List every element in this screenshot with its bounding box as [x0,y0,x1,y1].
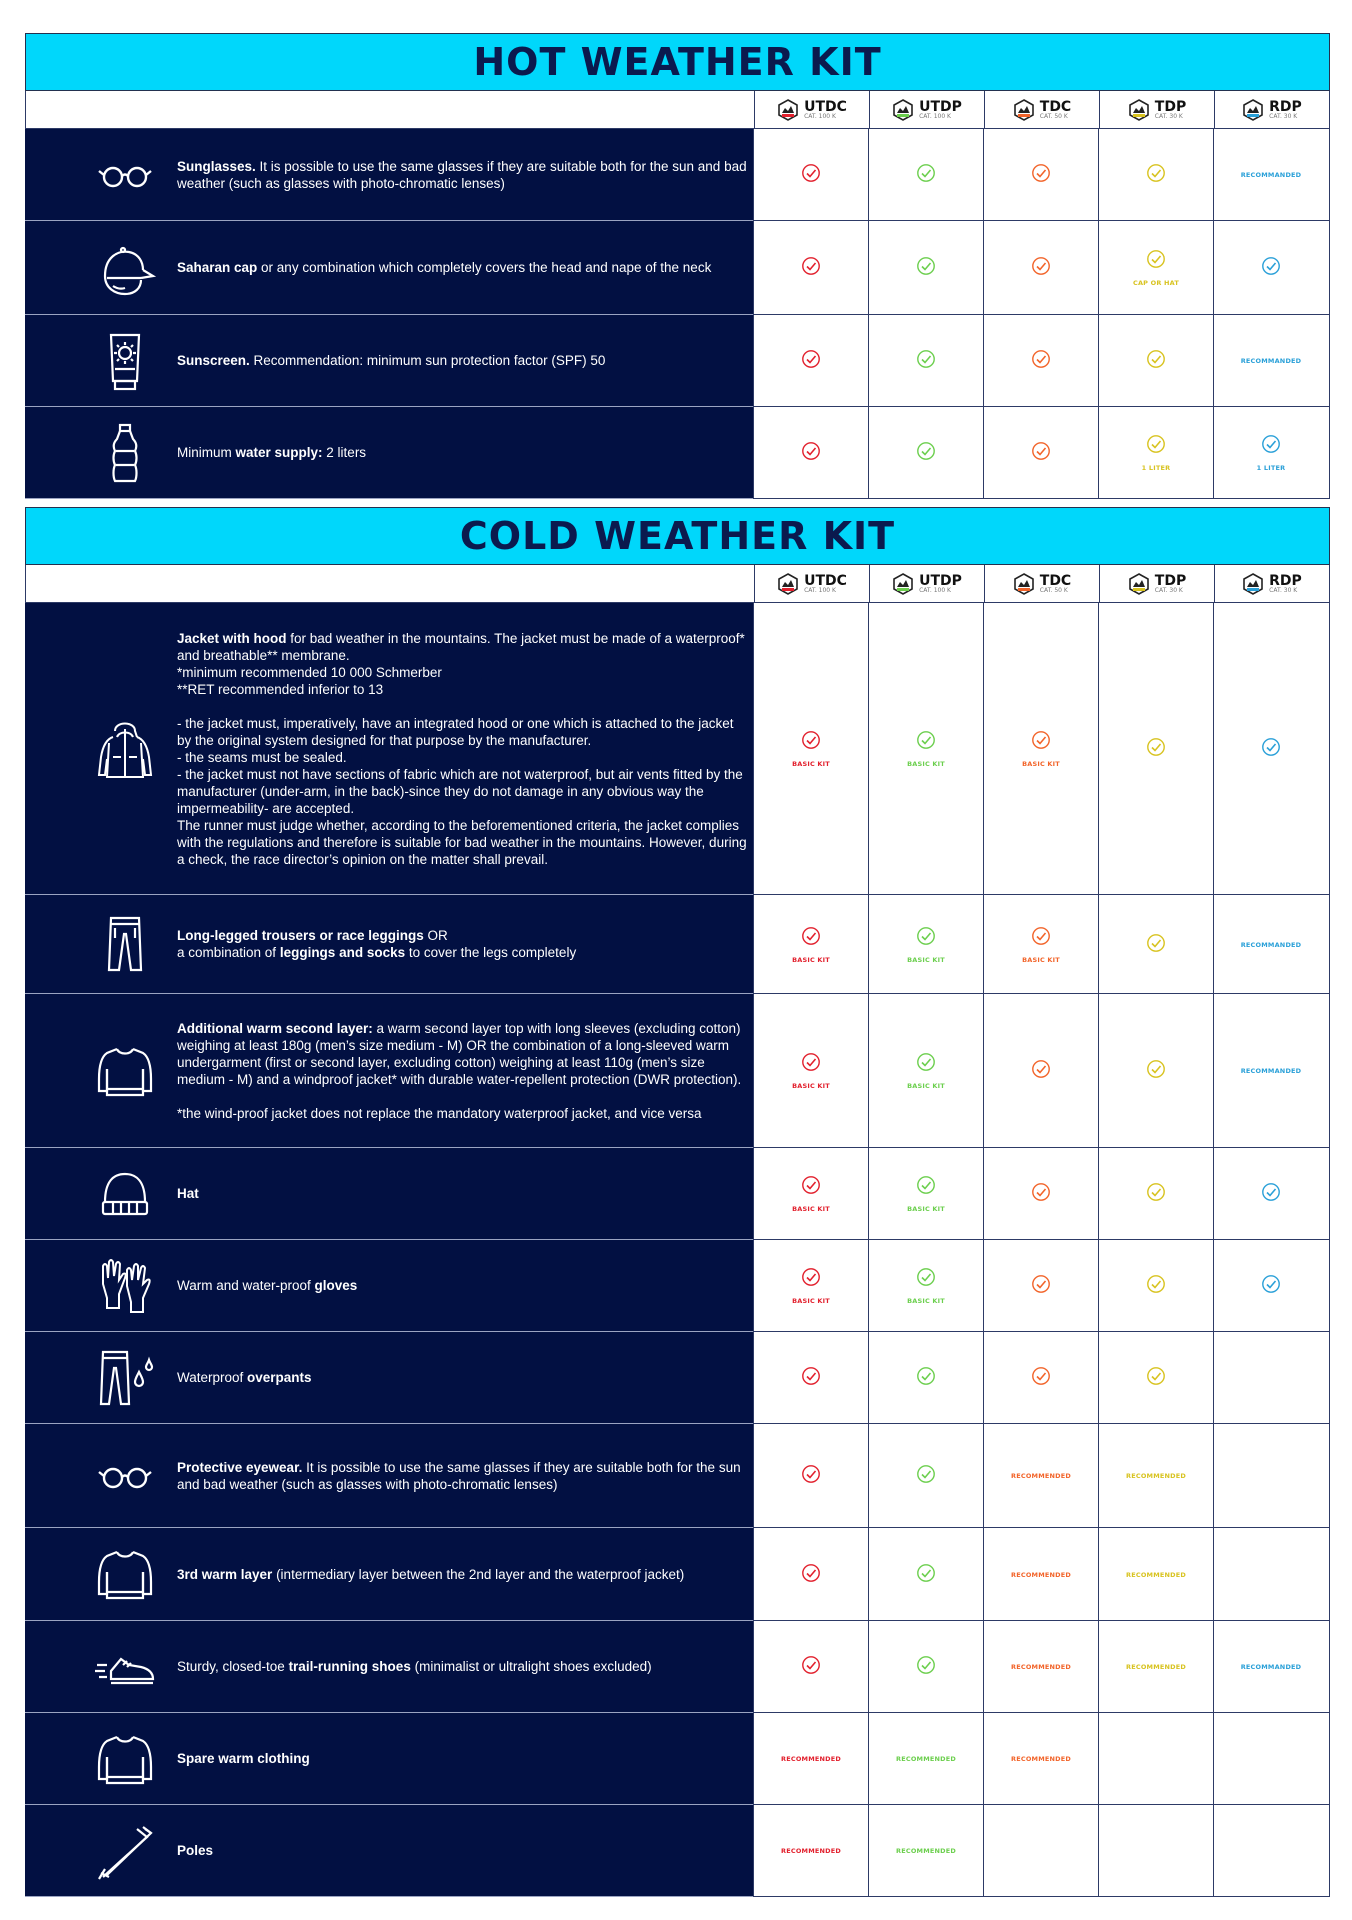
requirement-cell-tdc [983,1621,1098,1713]
check-icon [801,1052,821,1076]
kit-row [25,603,1330,895]
requirement-note: BASIC KIT [792,760,830,768]
requirement-cell-utdc [753,1332,868,1424]
kit-item-description: Additional warm second layer: a warm second layer top with long sleeves (excluding cotton) weighing at least 180g (men’s size medium - M) OR the combination of a long-sleeved warm undergarment (first or second layer, excluding cotton) weighing at least 110g (men’s size medium - M) and a windproof jacket* with durable water-repellent protection (DWR protection). *the wind-proof jacket does not replace the mandatory waterproof jacket, and vice versa [177,1020,742,1121]
requirement-cell-tdc [983,1332,1098,1424]
race-category: CAT. 30 K [1154,586,1183,594]
requirement-cell-tdc [983,1805,1098,1897]
race-name: TDP [1154,98,1187,115]
recommended-label: RECOMMENDED [1011,1755,1071,1763]
requirement-note: BASIC KIT [907,1082,945,1090]
race-header-tdc [984,565,1099,602]
check-icon [1031,1182,1051,1206]
race-name: UTDC [804,572,847,589]
requirement-cell-tdp [1098,994,1213,1148]
requirement-cell-rdp [1213,407,1328,499]
check-icon [1031,1274,1051,1298]
check-icon [1146,434,1166,458]
race-header-rdp [1214,91,1329,128]
requirement-cell-utdc [753,315,868,407]
requirement-note: BASIC KIT [907,760,945,768]
check-icon [916,1655,936,1679]
requirement-cell-utdp [868,1805,983,1897]
requirement-note: BASIC KIT [907,955,945,964]
kit-row [25,1621,1330,1713]
check-icon [1146,1274,1166,1298]
requirement-cell-utdp [868,1424,983,1528]
race-category: CAT. 100 K [804,586,836,594]
requirement-cell-utdp [868,1621,983,1713]
requirement-cell-utdc [753,1621,868,1713]
requirement-cell-utdp [868,221,983,315]
check-icon [916,1464,936,1488]
requirement-cell-tdc [983,221,1098,315]
race-category: CAT. 100 K [919,112,951,120]
recommended-label: RECOMMANDED [1240,171,1302,179]
requirement-note: BASIC KIT [907,1297,945,1305]
requirement-cell-rdp [1213,1424,1328,1528]
kit-item-description: Jacket with hood for bad weather in the mountains. The jacket must be made of a waterproof* and breathable** membrane. *minimum recommended 10 000 Schmerber **RET recommended inferior to 13 - the jacket must, imperatively, have an integrated hood or one which is attached to the jacket by the original system designed for that purpose by the manufacturer. - the seams must be sealed. - the jacket must not have sections of fabric which are not waterproof, but air vents fitted by the manufacturer (under-arm, in the back)-since they do not damage in any obvious way the impermeability- are accepted. The runner must judge whether, according to the beforementioned criteria, the jacket complies with the regulations and therefore is suitable for bad weather in the mountains. However, during a check, the race director’s opinion on the matter shall prevail. [177,630,747,867]
race-header-utdc [754,91,869,128]
check-icon [1031,256,1051,280]
race-category: CAT. 30 K [1154,112,1183,120]
kit-item-description: Poles [177,1843,214,1858]
check-icon [916,163,936,187]
race-logo-icon [1013,573,1035,595]
recommended-label: RECOMMANDED [1240,1067,1302,1075]
kit-item-description: Protective eyewear. It is possible to use the same glasses if they are suitable both for the sun and bad weather (such as glasses with photo-chromatic lenses) [177,1459,741,1492]
requirement-cell-tdp [1098,315,1213,407]
requirement-cell-rdp [1213,1713,1328,1805]
check-icon [1031,349,1051,373]
requirement-cell-utdp [868,1332,983,1424]
requirement-cell-tdp [1098,1424,1213,1528]
requirement-cell-tdp [1098,1332,1213,1424]
requirement-cell-rdp [1213,1621,1328,1713]
check-icon [916,1175,936,1199]
race-category: CAT. 30 K [1269,586,1298,594]
check-icon [1261,1182,1281,1206]
race-name: TDC [1039,98,1072,115]
requirement-cell-tdp [1098,129,1213,221]
requirement-cell-tdp [1098,603,1213,895]
race-logo-icon [1242,573,1264,595]
requirement-cell-utdc [753,221,868,315]
race-logo-icon [777,573,799,595]
requirement-cell-tdc [983,603,1098,895]
recommended-label: RECOMMENDED [1011,1570,1071,1579]
requirement-cell-tdp [1098,895,1213,994]
requirement-cell-rdp [1213,221,1328,315]
kit-row [25,1713,1330,1805]
recommended-label: RECOMMANDED [1240,1663,1302,1671]
race-header-utdp [869,91,984,128]
race-category: CAT. 30 K [1269,112,1298,120]
requirement-note: BASIC KIT [1022,955,1060,964]
check-icon [916,1563,936,1587]
recommended-label: RECOMMENDED [1126,1472,1186,1480]
check-icon [1146,933,1166,957]
race-category: CAT. 100 K [919,586,951,594]
kit-row [25,407,1330,499]
check-icon [1146,163,1166,187]
cold-kit-title: COLD WEATHER KIT [25,507,1330,565]
check-icon [916,926,936,950]
requirement-note: BASIC KIT [792,1205,830,1213]
kit-item-description: 3rd warm layer (intermediary layer between the 2nd layer and the waterproof jacket) [177,1566,685,1582]
requirement-cell-utdc [753,1240,868,1332]
requirement-cell-utdc [753,895,868,994]
check-icon [801,163,821,187]
requirement-cell-tdp [1098,407,1213,499]
race-header-utdc [754,565,869,602]
race-header-tdp [1099,91,1214,128]
recommended-label: RECOMMENDED [896,1755,956,1763]
check-icon [801,926,821,950]
requirement-cell-utdp [868,895,983,994]
check-icon [801,730,821,754]
kit-row [25,895,1330,994]
kit-item-description: Minimum water supply: 2 liters [177,445,367,460]
check-icon [1031,730,1051,754]
requirement-cell-tdp [1098,1713,1213,1805]
check-icon [1031,1366,1051,1390]
requirement-cell-utdc [753,603,868,895]
requirement-cell-utdc [753,1805,868,1897]
hot-race-header [25,91,1330,129]
race-header-utdp [869,565,984,602]
check-icon [916,1052,936,1076]
kit-row [25,1332,1330,1424]
check-icon [801,1563,821,1587]
requirement-cell-utdc [753,1148,868,1240]
check-icon [1261,434,1281,458]
requirement-cell-rdp [1213,1240,1328,1332]
race-logo-icon [1013,99,1035,121]
race-category: CAT. 100 K [804,112,836,120]
requirement-cell-tdp [1098,1528,1213,1621]
check-icon [801,441,821,465]
check-icon [916,1366,936,1390]
cold-race-header [25,565,1330,603]
check-icon [1261,256,1281,280]
hot-kit-title: HOT WEATHER KIT [25,33,1330,91]
requirement-cell-utdp [868,1148,983,1240]
check-icon [1261,1274,1281,1298]
race-logo-icon [892,573,914,595]
check-icon [801,349,821,373]
kit-item-description: Long-legged trousers or race leggings OR a combination of leggings and socks to cover the legs completely [177,928,577,960]
requirement-cell-rdp [1213,895,1328,994]
kit-row [25,994,1330,1148]
requirement-cell-utdc [753,1528,868,1621]
requirement-cell-utdc [753,129,868,221]
requirement-cell-tdc [983,315,1098,407]
check-icon [1146,737,1166,761]
recommended-label: RECOMMENDED [1011,1472,1071,1480]
race-header-tdp [1099,565,1214,602]
requirement-cell-rdp [1213,1805,1328,1897]
check-icon [916,256,936,280]
recommended-label: RECOMMENDED [781,1755,841,1763]
recommended-label: RECOMMENDED [1011,1663,1071,1671]
requirement-cell-rdp [1213,994,1328,1148]
check-icon [801,1655,821,1679]
kit-item-description: Warm and water-proof gloves [177,1278,358,1293]
requirement-cell-utdc [753,407,868,499]
check-icon [1146,1182,1166,1206]
race-header-tdc [984,91,1099,128]
kit-row [25,1528,1330,1621]
race-logo-icon [892,99,914,121]
requirement-cell-tdc [983,895,1098,994]
kit-row [25,1148,1330,1240]
race-logo-icon [777,99,799,121]
race-logo-icon [1242,99,1264,121]
requirement-note: BASIC KIT [792,1082,830,1090]
requirement-cell-tdc [983,1528,1098,1621]
check-icon [801,1267,821,1291]
requirement-note: CAP OR HAT [1132,279,1180,287]
check-icon [1146,1059,1166,1083]
kit-item-description: Waterproof overpants [177,1370,312,1385]
requirement-cell-rdp [1213,1148,1328,1240]
requirement-cell-utdc [753,1424,868,1528]
check-icon [1146,249,1166,273]
requirement-cell-tdc [983,994,1098,1148]
race-logo-icon [1128,573,1150,595]
kit-row [25,1805,1330,1897]
requirement-cell-tdc [983,1240,1098,1332]
kit-item-description: Spare warm clothing [177,1751,310,1766]
check-icon [1031,1059,1051,1083]
requirement-note: BASIC KIT [1022,760,1060,768]
requirement-cell-utdp [868,129,983,221]
requirement-cell-tdc [983,129,1098,221]
requirement-note: 1 LITER [1256,464,1286,472]
requirement-cell-tdp [1098,1148,1213,1240]
race-logo-icon [1128,99,1150,121]
requirement-cell-tdp [1098,1805,1213,1897]
kit-row [25,1240,1330,1332]
kit-item-description: Sturdy, closed-toe trail-running shoes (minimalist or ultralight shoes excluded) [177,1659,652,1674]
race-name: TDC [1039,572,1072,589]
check-icon [1261,737,1281,761]
requirement-cell-utdc [753,994,868,1148]
check-icon [916,441,936,465]
requirement-note: BASIC KIT [907,1205,945,1213]
kit-item-description: Saharan cap or any combination which completely covers the head and nape of the neck [177,260,712,275]
recommended-label: RECOMMENDED [896,1847,956,1855]
race-name: RDP [1269,98,1302,115]
requirement-cell-tdc [983,1713,1098,1805]
requirement-cell-utdp [868,1528,983,1621]
requirement-cell-rdp [1213,1332,1328,1424]
kit-item-description: Sunscreen. Recommendation: minimum sun protection factor (SPF) 50 [177,353,606,368]
kit-row [25,221,1330,315]
check-icon [916,730,936,754]
requirement-cell-utdc [753,1713,868,1805]
check-icon [1146,1366,1166,1390]
kit-row [25,315,1330,407]
requirement-cell-utdp [868,994,983,1148]
check-icon [916,349,936,373]
check-icon [1031,163,1051,187]
race-category: CAT. 50 K [1039,586,1068,594]
recommended-label: RECOMMANDED [1240,940,1302,949]
check-icon [1031,926,1051,950]
recommended-label: RECOMMANDED [1240,357,1302,365]
requirement-cell-utdp [868,315,983,407]
check-icon [801,1464,821,1488]
race-name: UTDP [919,98,962,115]
check-icon [801,256,821,280]
kit-item-description: Sunglasses. It is possible to use the same glasses if they are suitable both for the sun and bad weather (such as glasses with photo-chromatic lenses) [177,158,747,191]
requirement-cell-utdp [868,1240,983,1332]
race-header-rdp [1214,565,1329,602]
requirement-cell-tdp [1098,1621,1213,1713]
requirement-note: 1 LITER [1141,464,1171,472]
requirement-cell-tdc [983,1148,1098,1240]
race-name: UTDP [919,572,962,589]
requirement-cell-rdp [1213,315,1328,407]
requirement-cell-utdp [868,1713,983,1805]
check-icon [916,1267,936,1291]
kit-item-description: Hat [177,1186,199,1201]
check-icon [801,1175,821,1199]
requirement-cell-tdc [983,407,1098,499]
requirement-cell-tdp [1098,221,1213,315]
requirement-cell-tdc [983,1424,1098,1528]
race-name: RDP [1269,572,1302,589]
requirement-cell-tdp [1098,1240,1213,1332]
check-icon [801,1366,821,1390]
check-icon [1031,441,1051,465]
race-category: CAT. 50 K [1039,112,1068,120]
kit-row [25,1424,1330,1528]
race-name: TDP [1154,572,1187,589]
recommended-label: RECOMMENDED [781,1847,841,1855]
recommended-label: RECOMMENDED [1126,1663,1186,1671]
requirement-cell-rdp [1213,603,1328,895]
requirement-cell-utdp [868,603,983,895]
requirement-cell-rdp [1213,129,1328,221]
requirement-note: BASIC KIT [792,955,830,964]
recommended-label: RECOMMENDED [1126,1570,1186,1579]
requirement-note: BASIC KIT [792,1297,830,1305]
requirement-cell-utdp [868,407,983,499]
requirement-cell-rdp [1213,1528,1328,1621]
race-name: UTDC [804,98,847,115]
check-icon [1146,349,1166,373]
kit-row [25,129,1330,221]
